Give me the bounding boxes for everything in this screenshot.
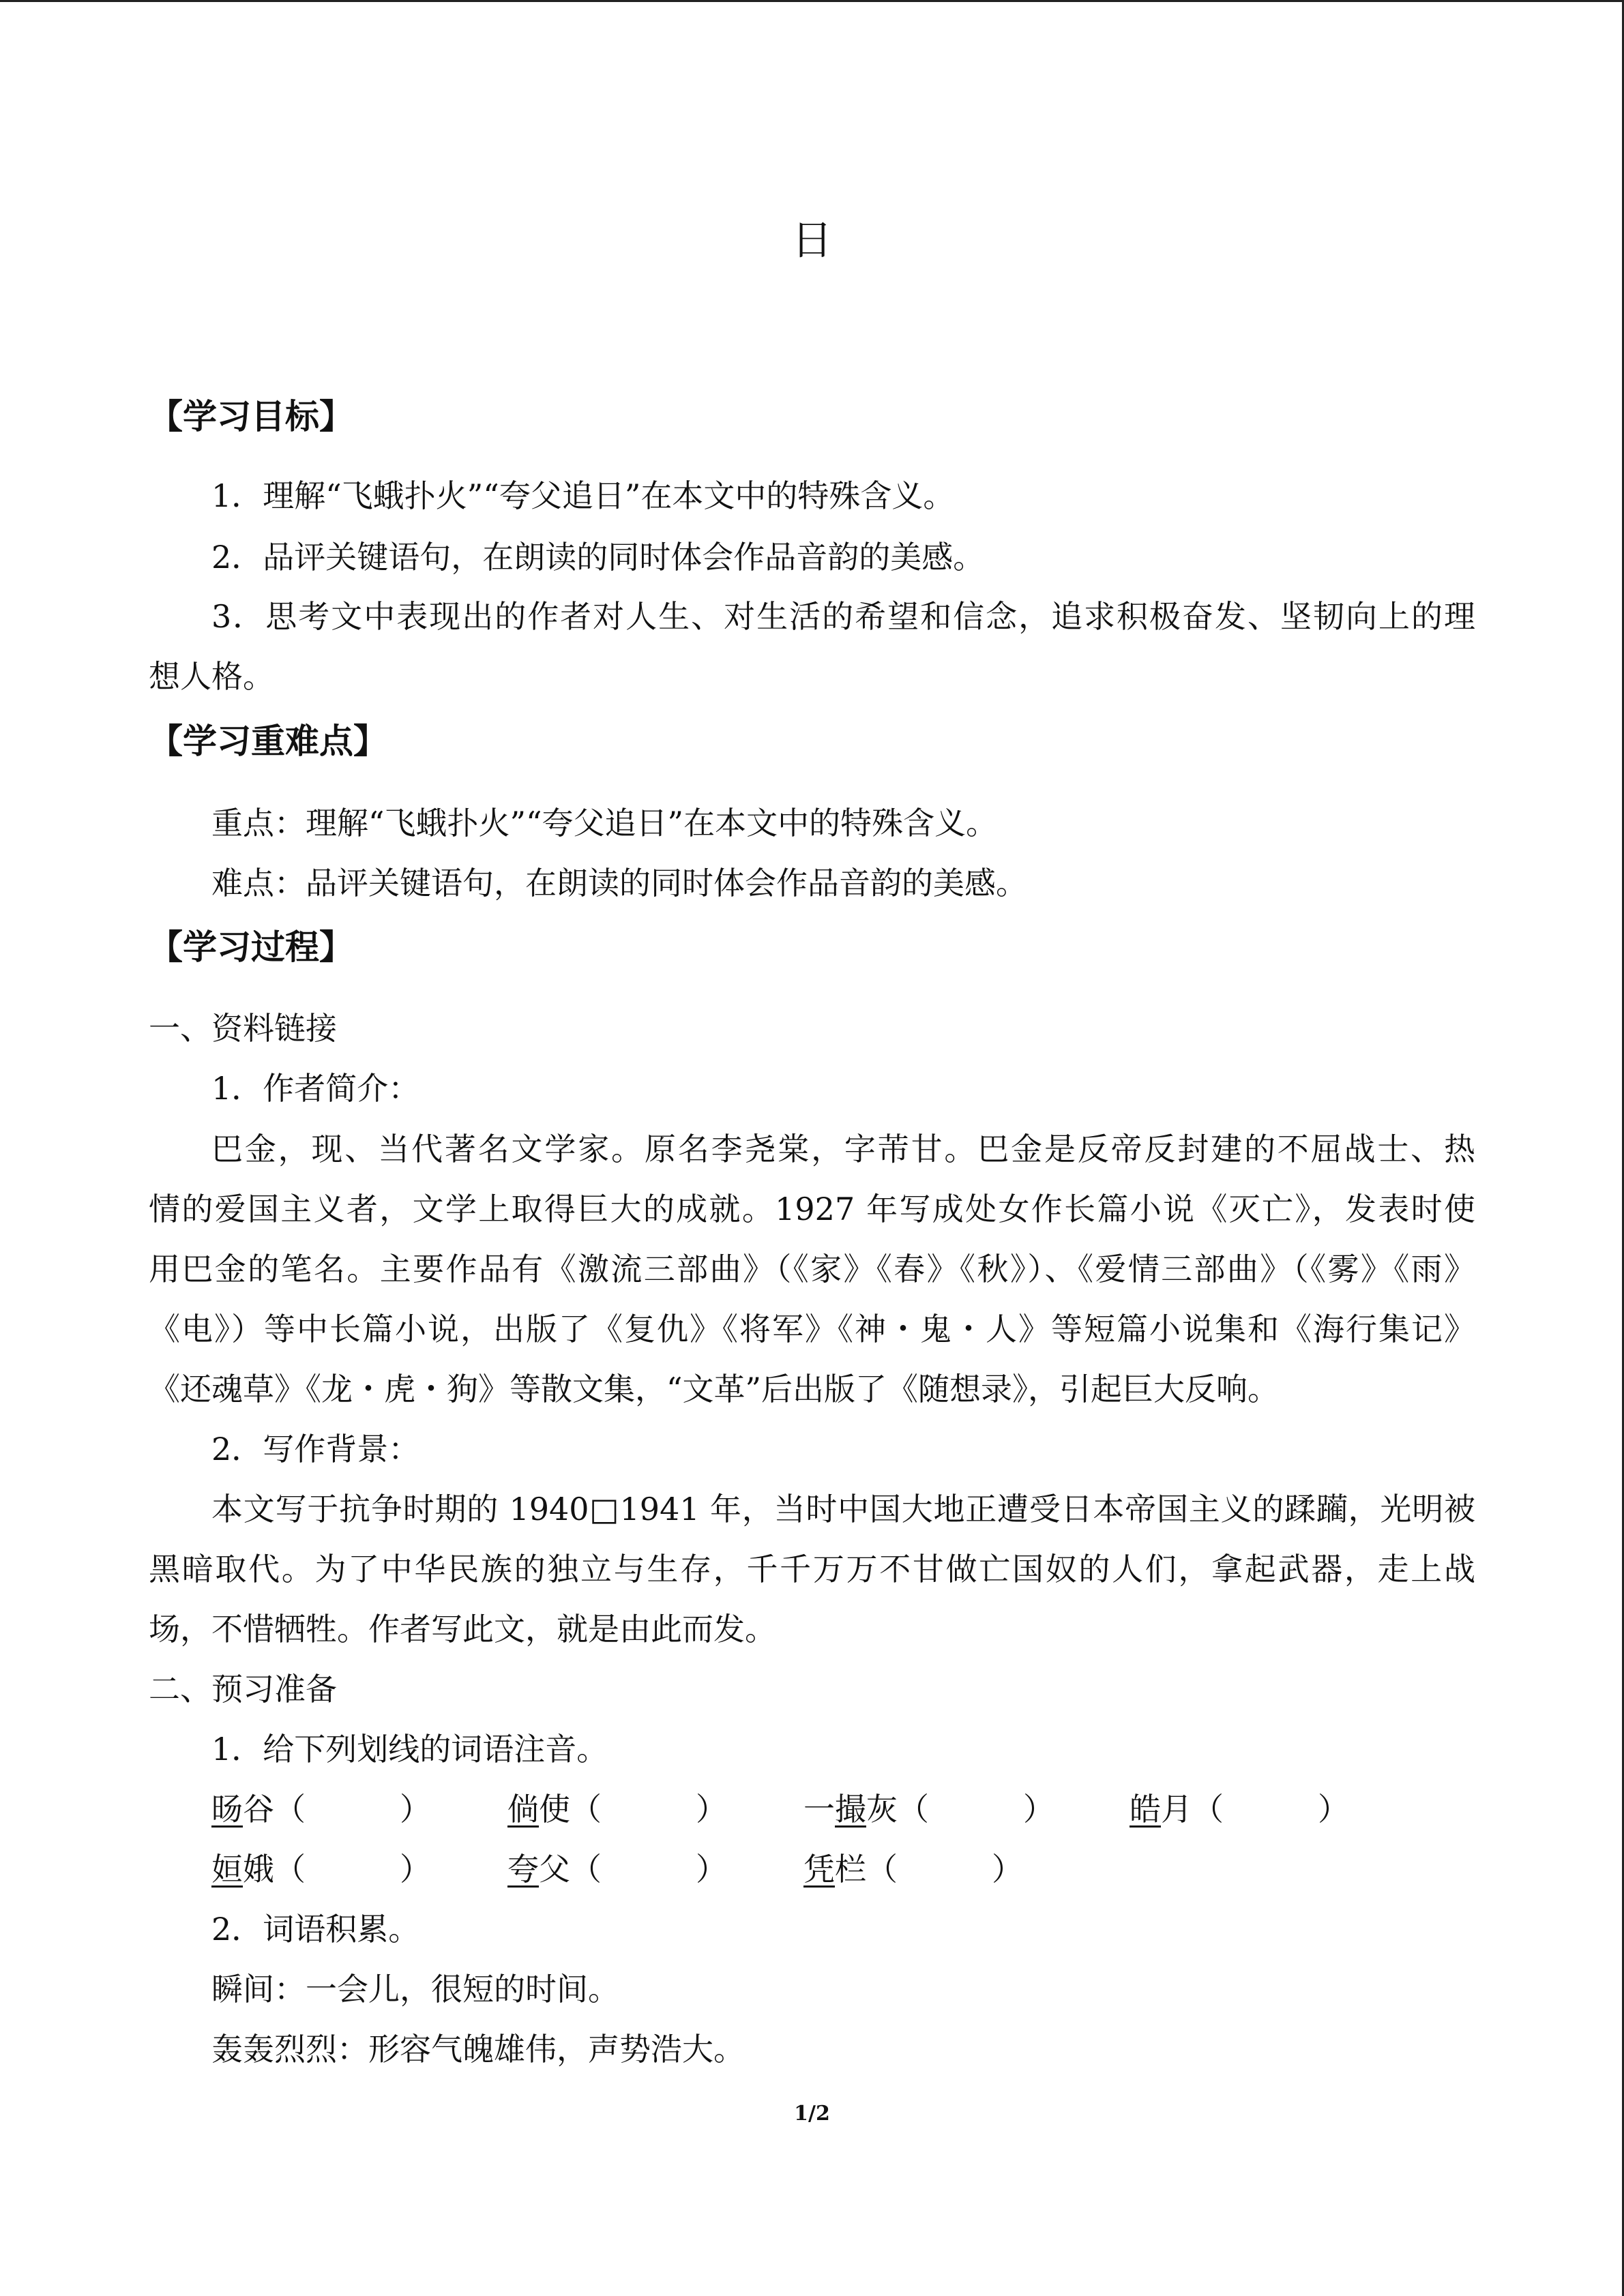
pinyin-word	[803, 1789, 1054, 1830]
section-1-title: 一、资料链接	[149, 1010, 337, 1047]
pinyin-word	[507, 1789, 727, 1830]
background-line: 本文写于抗争时期的 1940□1941 年，当时中国大地正遭受日本帝国主义的蹂躏，光明被	[211, 1491, 1475, 1527]
objective-item-3: 3．思考文中表现出的作者对人生、对生活的希望和信念，追求积极奋发、坚韧向上的理	[211, 598, 1475, 635]
pinyin-word	[211, 1849, 431, 1890]
pinyin-word	[507, 1849, 727, 1890]
background-label: 2．写作背景：	[211, 1431, 420, 1467]
objective-item-3-continued: 想人格。	[149, 658, 274, 695]
key-point-item: 重点：理解“飞蛾扑火”“夸父追日”在本文中的特殊含义。	[211, 805, 998, 841]
author-line: 巴金，现、当代著名文学家。原名李尧棠，字芾甘。巴金是反帝反封建的不屈战士、热	[211, 1131, 1475, 1167]
word-remainder: 娥（ ）	[243, 1851, 431, 1888]
background-line: 黑暗取代。为了中华民族的独立与生存，千千万万不甘做亡国奴的人们，拿起武器，走上战	[149, 1551, 1475, 1587]
word-remainder: 使（ ）	[539, 1791, 727, 1828]
underlined-char: 夸	[507, 1851, 539, 1888]
author-line: 《电》）等中长篇小说，出版了《复仇》《将军》《神・鬼・人》等短篇小说集和《海行集记》	[149, 1311, 1475, 1347]
background-line: 场，不惜牺牲。作者写此文，就是由此而发。	[149, 1611, 776, 1648]
author-line: 情的爱国主义者，文学上取得巨大的成就。1927 年写成处女作长篇小说《灭亡》，发表时使	[149, 1191, 1475, 1227]
underlined-char: 旸	[211, 1791, 243, 1828]
vocab-item: 轰轰烈烈：形容气魄雄伟，声势浩大。	[211, 2031, 745, 2068]
pinyin-word	[803, 1849, 1023, 1890]
underlined-char: 姮	[211, 1851, 243, 1888]
underlined-char: 凭	[803, 1851, 835, 1888]
word-remainder: 月（ ）	[1161, 1791, 1349, 1828]
page-number: 1/2	[794, 2102, 830, 2126]
underlined-char: 撮	[835, 1791, 866, 1828]
pinyin-exercise-label: 1．给下列划线的词语注音。	[211, 1731, 608, 1768]
word-remainder: 栏（ ）	[835, 1851, 1023, 1888]
document-title: 日	[791, 217, 833, 265]
vocab-label: 2．词语积累。	[211, 1911, 420, 1948]
pinyin-word	[1130, 1789, 1349, 1830]
author-intro-label: 1．作者简介：	[211, 1070, 420, 1107]
word-remainder: 父（ ）	[539, 1851, 727, 1888]
word-prefix: 一	[803, 1791, 835, 1828]
pinyin-word	[211, 1789, 431, 1830]
objectives-heading: 【学习目标】	[149, 397, 353, 436]
objective-item-2: 2．品评关键语句，在朗读的同时体会作品音韵的美感。	[211, 539, 985, 576]
author-line: 用巴金的笔名。主要作品有《激流三部曲》（《家》《春》《秋》）、《爱情三部曲》（《雾》《雨》	[149, 1251, 1475, 1287]
vocab-item: 瞬间：一会儿，很短的时间。	[211, 1971, 619, 2008]
underlined-char: 皓	[1130, 1791, 1161, 1828]
difficulty-item: 难点：品评关键语句，在朗读的同时体会作品音韵的美感。	[211, 865, 1027, 901]
key-points-heading: 【学习重难点】	[149, 721, 387, 761]
author-line: 《还魂草》《龙・虎・狗》等散文集，“文革”后出版了《随想录》，引起巨大反响。	[149, 1371, 1280, 1407]
word-remainder: 灰（ ）	[866, 1791, 1054, 1828]
word-remainder: 谷（ ）	[243, 1791, 431, 1828]
section-2-title: 二、预习准备	[149, 1671, 337, 1708]
underlined-char: 倘	[507, 1791, 539, 1828]
process-heading: 【学习过程】	[149, 927, 353, 967]
objective-item-1: 1．理解“飞蛾扑火”“夸父追日”在本文中的特殊含义。	[211, 477, 955, 514]
